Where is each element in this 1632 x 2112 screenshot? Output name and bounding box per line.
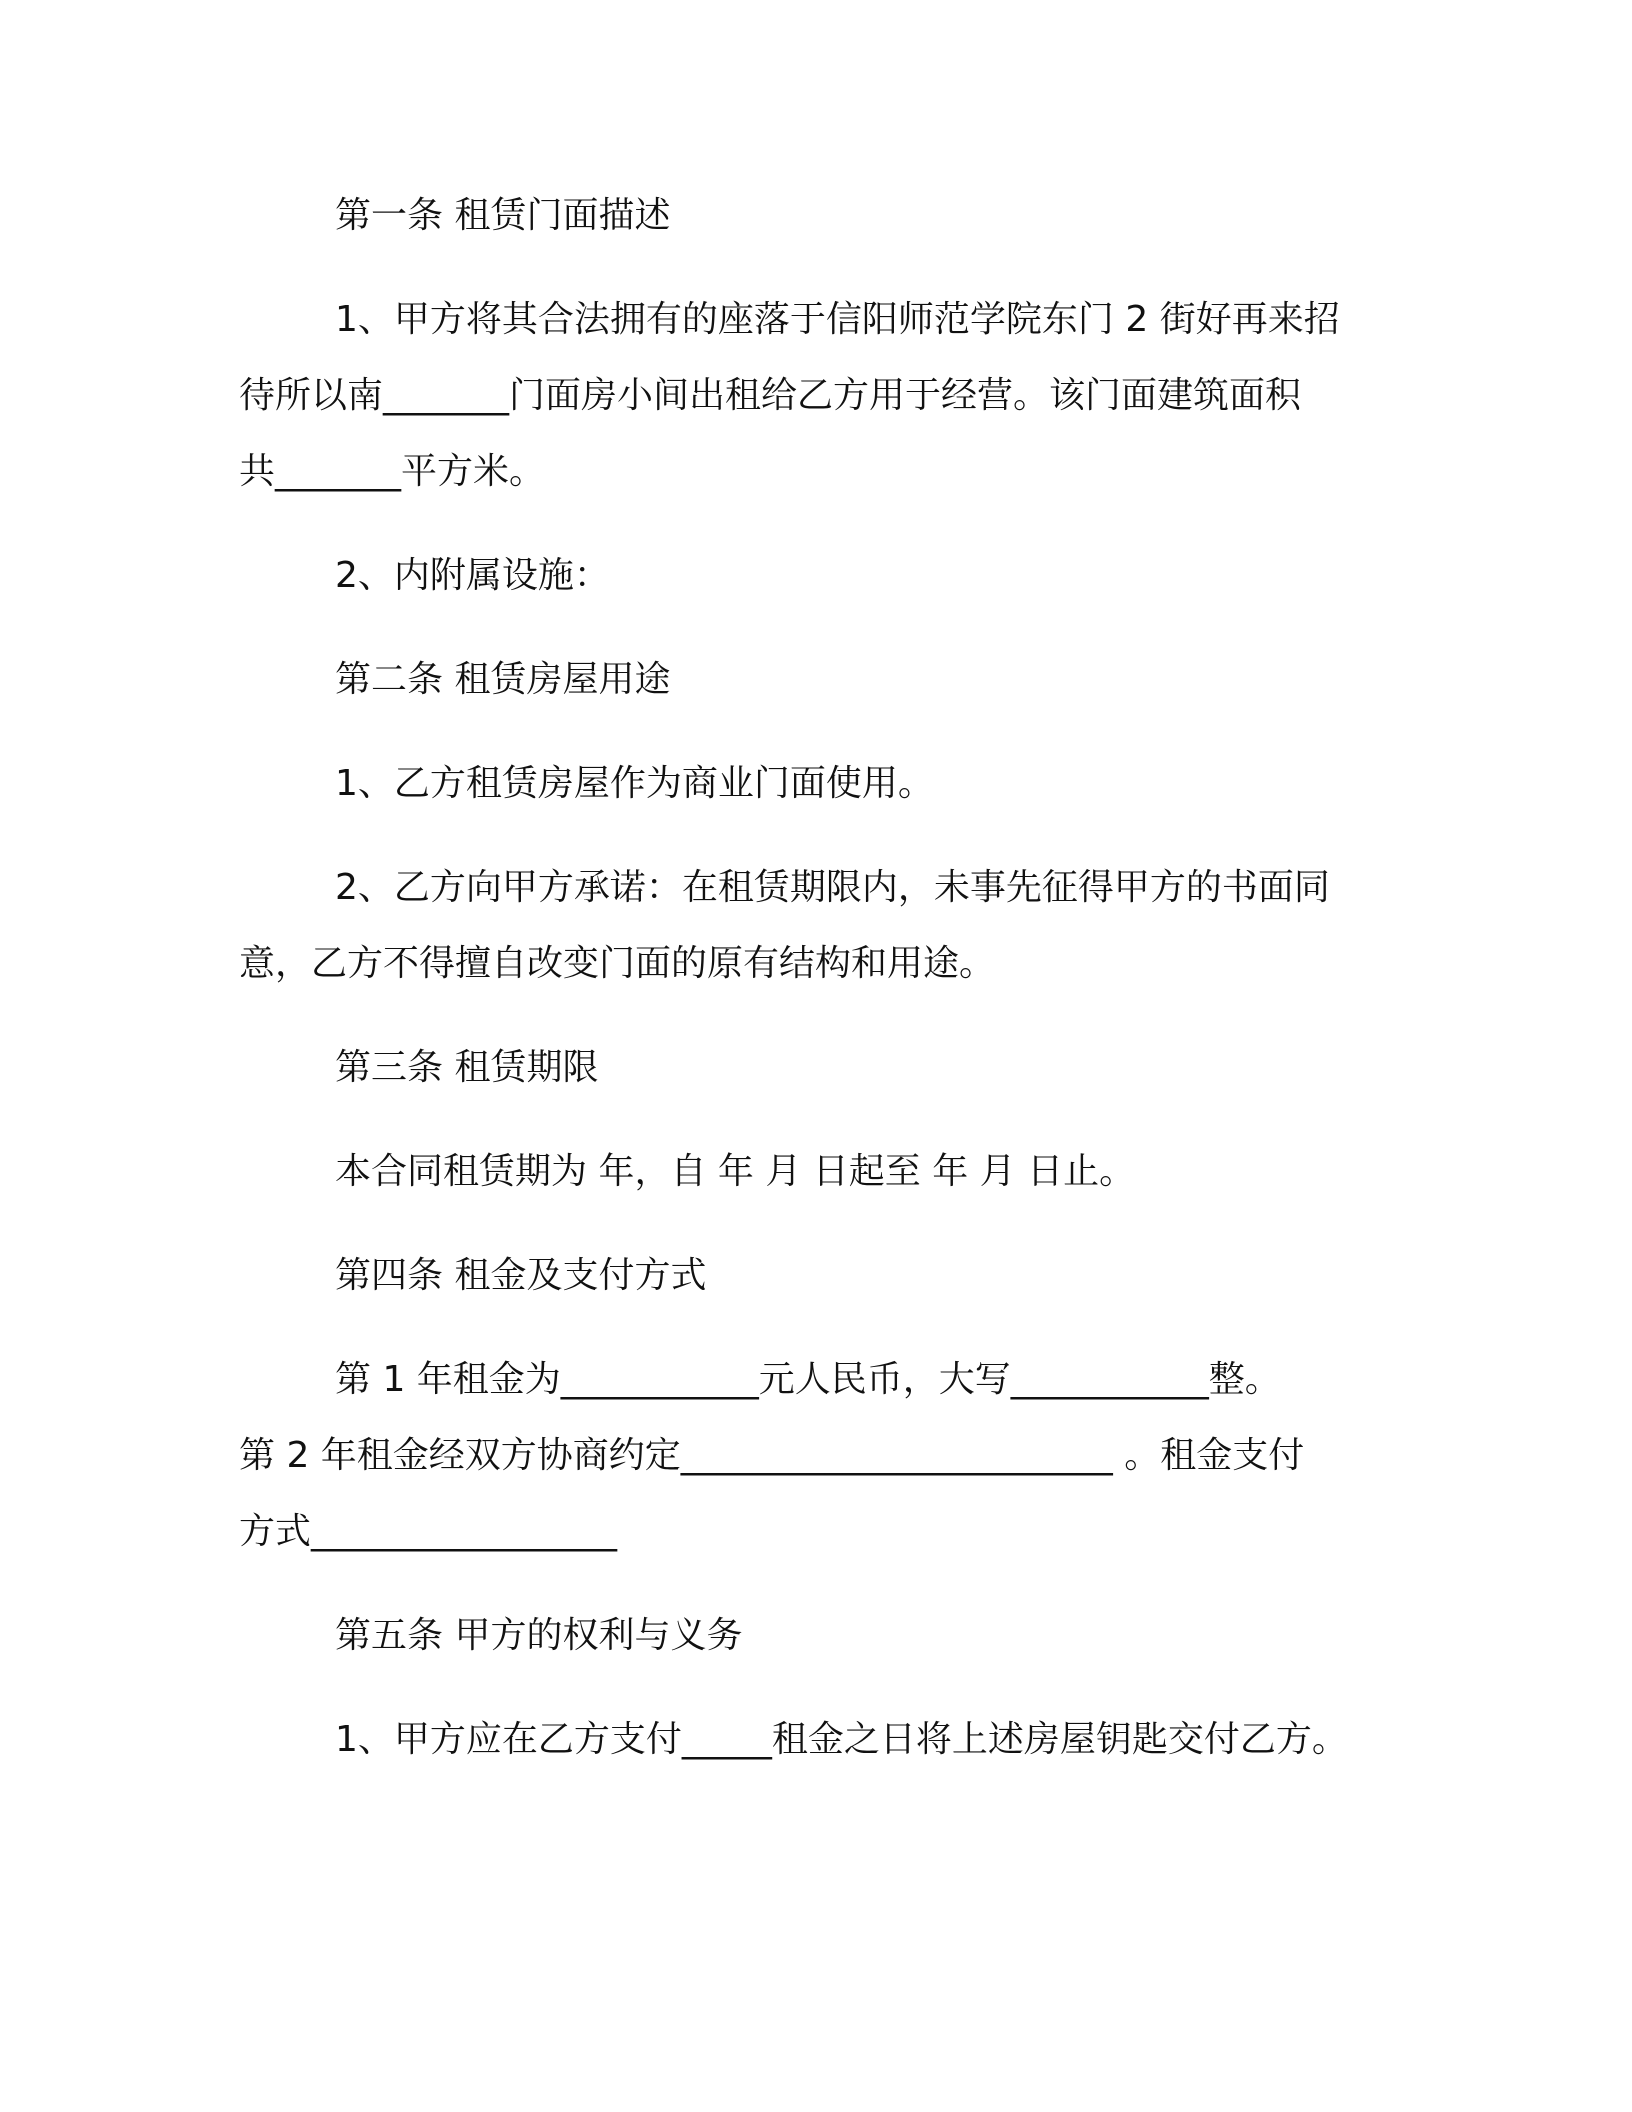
article-1-clause-2 — [239, 538, 1389, 614]
article-3-body — [239, 1134, 1389, 1210]
article-2-clause-2 — [239, 850, 1389, 1002]
text-line: 1、甲方将其合法拥有的座落于信阳师范学院东门 2 街好再来招 — [335, 299, 1340, 340]
text-line: 意，乙方不得擅自改变门面的原有结构和用途。 — [239, 943, 996, 984]
text-line: 第五条 甲方的权利与义务 — [335, 1615, 743, 1656]
article-3-heading — [239, 1030, 1389, 1106]
text-line: 第四条 租金及支付方式 — [335, 1255, 707, 1296]
text-line: 共_______平方米。 — [239, 451, 546, 492]
article-2-heading — [239, 642, 1389, 718]
text-line: 第一条 租赁门面描述 — [335, 195, 671, 236]
text-line: 本合同租赁期为 年，自 年 月 日起至 年 月 日止。 — [335, 1151, 1136, 1192]
article-4-heading — [239, 1238, 1389, 1314]
text-line: 第 1 年租金为___________元人民币，大写___________整。 — [335, 1359, 1281, 1400]
article-5-clause-1 — [239, 1702, 1389, 1778]
text-line: 1、甲方应在乙方支付_____租金之日将上述房屋钥匙交付乙方。 — [335, 1719, 1348, 1760]
article-1-heading — [239, 178, 1389, 254]
text-line: 2、内附属设施： — [335, 555, 610, 596]
text-line: 待所以南_______门面房小间出租给乙方用于经营。该门面建筑面积 — [239, 375, 1302, 416]
text-line: 第二条 租赁房屋用途 — [335, 659, 671, 700]
article-4-body — [239, 1342, 1389, 1570]
document-body — [239, 178, 1389, 1806]
text-line: 第三条 租赁期限 — [335, 1047, 599, 1088]
text-line: 1、乙方租赁房屋作为商业门面使用。 — [335, 763, 934, 804]
article-2-clause-1 — [239, 746, 1389, 822]
text-line: 方式_________________ — [239, 1511, 618, 1552]
article-1-clause-1 — [239, 282, 1389, 510]
text-line: 2、乙方向甲方承诺：在租赁期限内，未事先征得甲方的书面同 — [335, 867, 1330, 908]
text-line: 第 2 年租金经双方协商约定________________________ 。租金支付 — [239, 1435, 1305, 1476]
article-5-heading — [239, 1598, 1389, 1674]
